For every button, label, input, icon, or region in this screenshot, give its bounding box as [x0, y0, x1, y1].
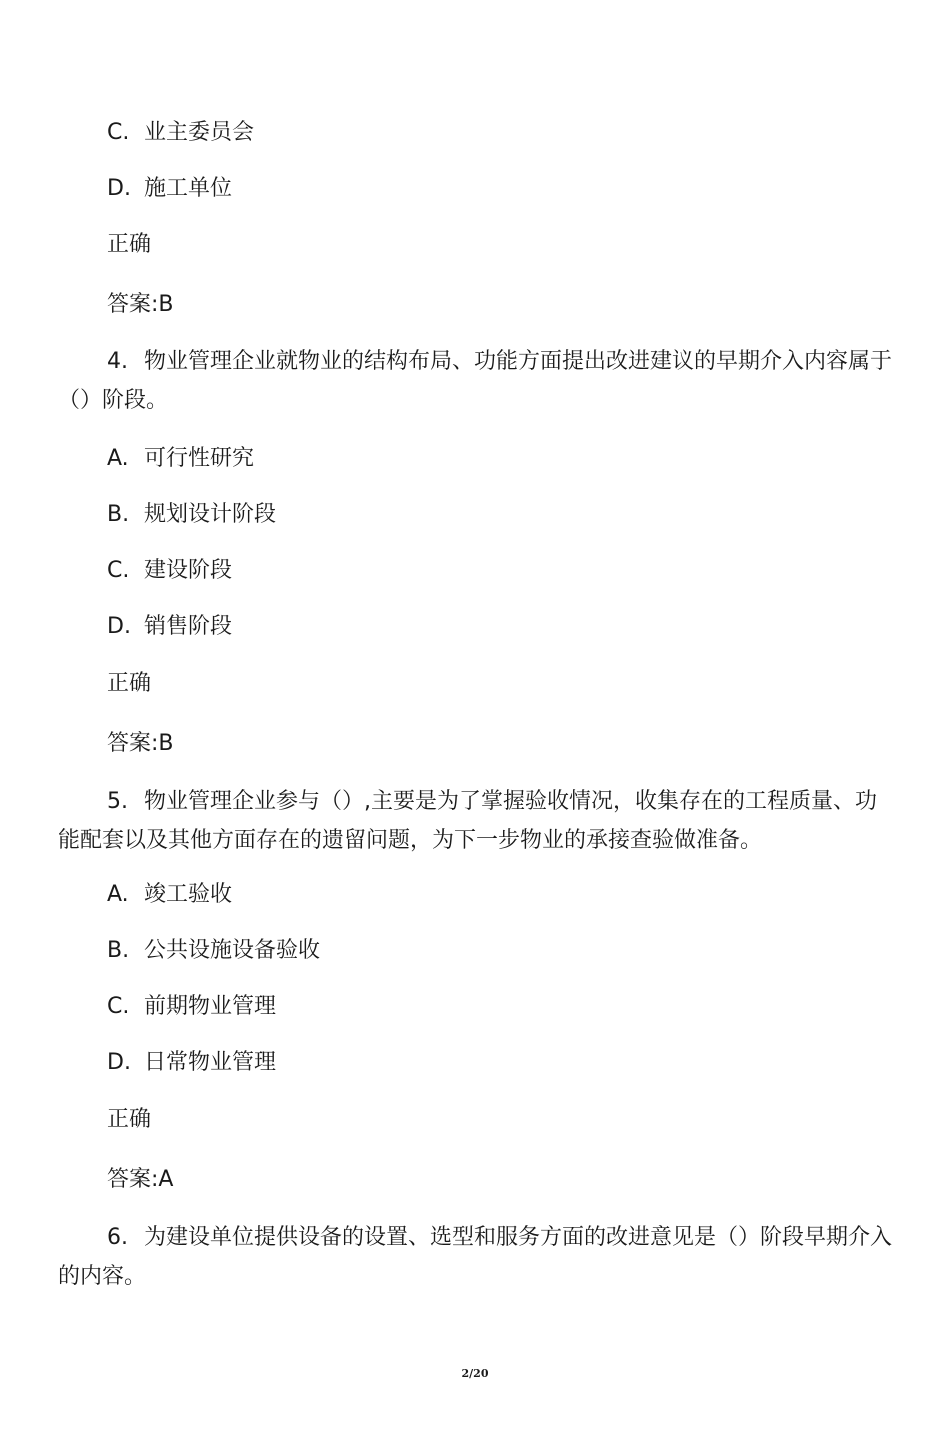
status-text: 正确 — [107, 232, 152, 257]
page-number: 2/20 — [461, 1367, 489, 1380]
option-a: A. 可行性研究 — [107, 446, 255, 471]
answer-text: 答案:A — [107, 1167, 174, 1192]
option-b: B. 公共设施设备验收 — [107, 938, 321, 963]
option-c: C. 前期物业管理 — [107, 994, 277, 1019]
question-4: 4. 物业管理企业就物业的结构布局、功能方面提出改进建议的早期介入内容属于（）阶段。 — [58, 349, 893, 413]
status-text: 正确 — [107, 671, 152, 696]
option-c: C. 建设阶段 — [107, 558, 233, 583]
answer-text: 答案:B — [107, 731, 174, 756]
option-d: D. 日常物业管理 — [107, 1050, 277, 1075]
answer-text: 答案:B — [107, 292, 174, 317]
status-text: 正确 — [107, 1107, 152, 1132]
option-d: D. 销售阶段 — [107, 614, 233, 639]
option-d: D. 施工单位 — [107, 176, 233, 201]
option-b: B. 规划设计阶段 — [107, 502, 277, 527]
question-6: 6. 为建设单位提供设备的设置、选型和服务方面的改进意见是（）阶段早期介入的内容。 — [58, 1225, 893, 1289]
question-5: 5. 物业管理企业参与（）,主要是为了掌握验收情况，收集存在的工程质量、功能配套以及其他方面存在的遗留问题，为下一步物业的承接查验做准备。 — [58, 789, 877, 853]
option-c: C. 业主委员会 — [107, 120, 255, 145]
option-a: A. 竣工验收 — [107, 882, 233, 907]
